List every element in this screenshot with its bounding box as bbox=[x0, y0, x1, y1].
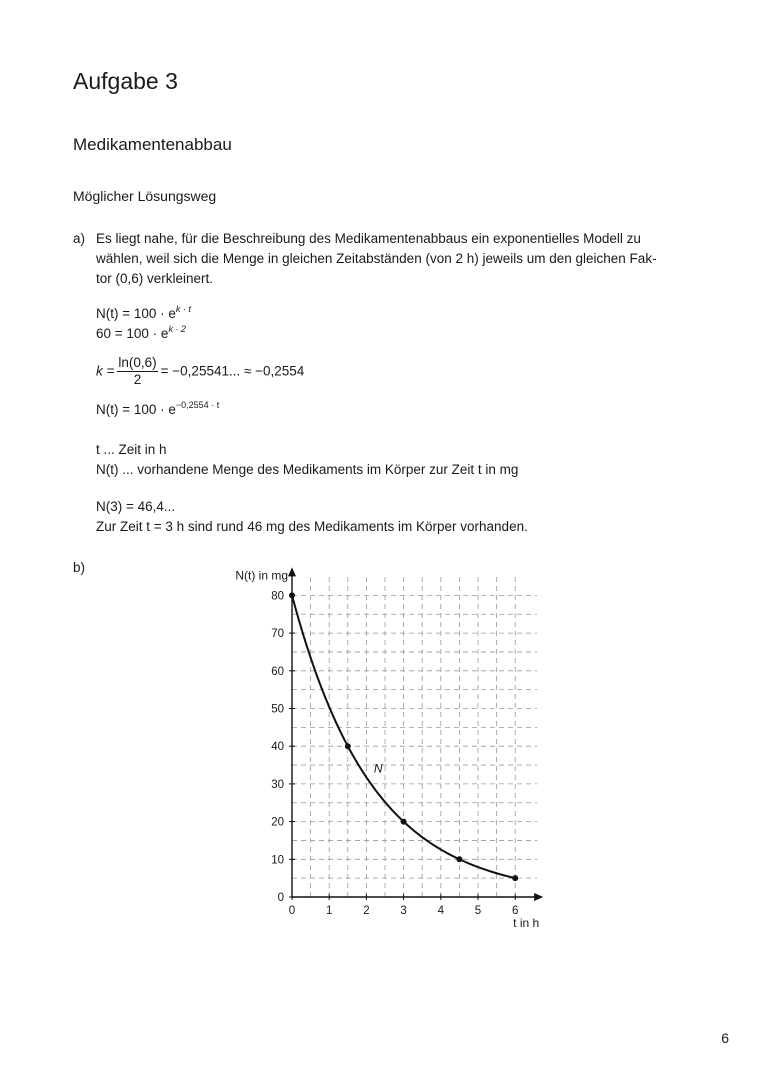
data-point bbox=[401, 819, 407, 825]
y-tick-label: 0 bbox=[277, 892, 284, 904]
y-tick-label: 60 bbox=[271, 665, 284, 678]
chart-axes bbox=[288, 567, 543, 901]
x-tick-label: 1 bbox=[325, 905, 333, 917]
page-title: Aufgabe 3 bbox=[73, 68, 178, 94]
y-tick-label: 50 bbox=[271, 703, 284, 716]
equation-k-denominator: 2 bbox=[133, 372, 142, 387]
part-a-intro-line1: Es liegt nahe, für die Beschreibung des Medikamentenabbaus ein exponentielles Modell zu bbox=[96, 231, 641, 246]
chart-curve bbox=[292, 595, 515, 878]
y-tick-label: 30 bbox=[271, 778, 284, 791]
part-b-label: b) bbox=[73, 560, 86, 575]
y-axis-arrow bbox=[288, 567, 296, 576]
part-a-label: a) bbox=[73, 231, 86, 246]
data-point bbox=[456, 856, 462, 862]
x-tick-label: 4 bbox=[437, 905, 445, 917]
data-point bbox=[512, 875, 518, 881]
variable-legend-t: t ... Zeit in h bbox=[96, 442, 167, 457]
equation-k-lhs: k = bbox=[96, 363, 115, 379]
equation-condition bbox=[96, 324, 186, 344]
part-a-intro-line2: wählen, weil sich die Menge in gleichen Zeitabständen (von 2 h) jeweils um den gleichen Fak- bbox=[96, 251, 657, 266]
y-tick-label: 10 bbox=[271, 854, 284, 867]
x-tick-label: 2 bbox=[363, 905, 370, 917]
result-value: N(3) = 46,4... bbox=[96, 499, 176, 514]
y-axis-label: N(t) in mg bbox=[235, 568, 288, 583]
equation-final bbox=[96, 400, 219, 420]
decay-chart bbox=[220, 555, 570, 940]
equation-condition-base: 60 = 100 · e bbox=[96, 326, 169, 341]
series-label-N: N bbox=[373, 761, 383, 776]
y-tick-label: 80 bbox=[271, 590, 284, 603]
variable-legend-n: N(t) ... vorhandene Menge des Medikaments im Körper zur Zeit t in mg bbox=[96, 462, 519, 477]
y-tick-label: 40 bbox=[271, 741, 284, 754]
section-heading: Möglicher Lösungsweg bbox=[73, 188, 217, 204]
y-tick-label: 70 bbox=[271, 628, 284, 641]
problem-subtitle: Medikamentenabbau bbox=[73, 135, 232, 154]
equation-final-exponent: −0,2554 · t bbox=[175, 399, 220, 410]
x-tick-label: 3 bbox=[400, 905, 407, 917]
x-tick-label: 6 bbox=[511, 905, 519, 917]
x-tick-label: 0 bbox=[288, 905, 296, 917]
equation-model-exponent: k · t bbox=[175, 303, 191, 314]
equation-model-base: N(t) = 100 · e bbox=[96, 306, 176, 321]
equation-k-fraction bbox=[117, 355, 157, 388]
result-sentence: Zur Zeit t = 3 h sind rund 46 mg des Medikaments im Körper vorhanden. bbox=[96, 519, 528, 534]
equation-model bbox=[96, 304, 191, 324]
series-line-N bbox=[292, 595, 515, 878]
x-axis-label: t in h bbox=[513, 916, 540, 930]
y-tick-label: 20 bbox=[271, 816, 284, 829]
equation-final-base: N(t) = 100 · e bbox=[96, 402, 176, 417]
data-point bbox=[345, 743, 351, 749]
x-tick-label: 5 bbox=[474, 905, 482, 917]
equation-k bbox=[96, 355, 304, 388]
part-a-intro-line3: tor (0,6) verkleinert. bbox=[96, 271, 214, 286]
equation-condition-exponent: k · 2 bbox=[168, 323, 186, 334]
data-point bbox=[289, 592, 295, 598]
x-axis-arrow bbox=[534, 893, 543, 901]
equation-k-numerator: ln(0,6) bbox=[118, 355, 157, 370]
page-number: 6 bbox=[721, 1030, 729, 1046]
chart-grid bbox=[292, 573, 537, 897]
equation-k-rhs: = −0,25541... ≈ −0,2554 bbox=[160, 363, 305, 379]
